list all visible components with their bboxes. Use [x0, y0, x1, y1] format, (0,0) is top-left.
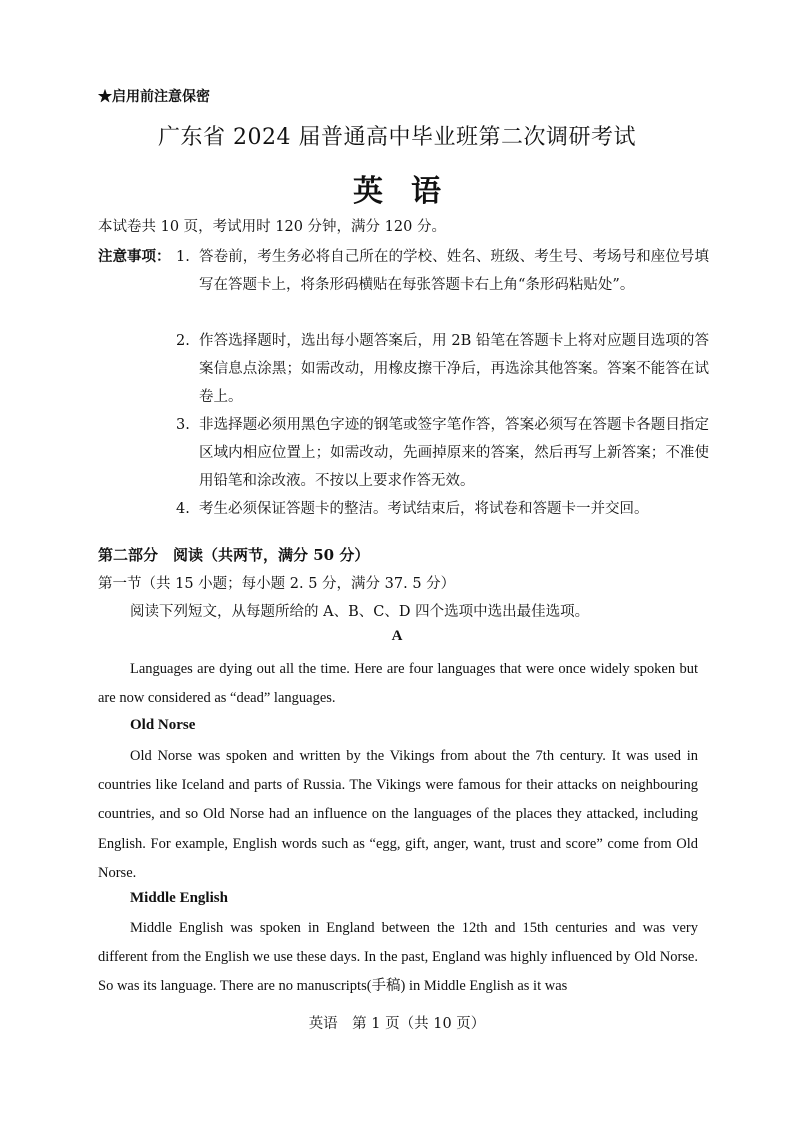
section-text-old-norse: Old Norse was spoken and written by the Vikings from about the 7th century. It was used in countries like Iceland and parts of Russia. The Vikings were famous for their attacks on neighbouring countries, and so Old Norse had an influence on the languages of the places they attacked, including English. For example, English words such as “egg, gift, anger, want, trust and score” come from Old Norse. — [98, 748, 698, 881]
section-text-middle-english: Middle English was spoken in England between the 12th and 15th centuries and was very different from the English we use these days. In the past, England was highly influenced by Old Norse. So was its language. There are no manuscripts(手稿) in Middle English as it was — [98, 920, 698, 995]
passage-intro: Languages are dying out all the time. Here are four languages that were once widely spoken but are now considered as “dead” languages. — [98, 661, 698, 707]
note-number: 1. — [176, 249, 190, 265]
note-text: 作答选择题时，选出每小题答案后，用 2B 铅笔在答题卡上将对应题目选项的答案信息点涂黑；如需改动，用橡皮擦干净后，再选涂其他答案。答案不能答在试卷上。 — [199, 333, 709, 405]
subject-title: 英语 — [353, 174, 469, 209]
note-number: 4. — [176, 501, 190, 517]
note-number: 3. — [176, 417, 190, 433]
note-text: 考生必须保证答题卡的整洁。考试结束后，将试卷和答题卡一并交回。 — [199, 501, 649, 517]
note-text: 答卷前，考生务必将自己所在的学校、姓名、班级、考生号、考场号和座位号填写在答题卡上，将条形码横贴在每张答题卡右上角“条形码粘贴处”。 — [199, 249, 709, 293]
part-heading: 第二部分 阅读（共两节，满分 50 分） — [98, 546, 370, 564]
exam-title: 广东省 2024 届普通高中毕业班第二次调研考试 — [158, 125, 636, 150]
note-text: 非选择题必须用黑色字迹的钢笔或签字笔作答，答案必须写在答题卡各题目指定区域内相应位置上；如需改动，先画掉原来的答案，然后再写上新答案；不准使用铅笔和涂改液。不按以上要求作答无效。 — [199, 417, 709, 489]
section-heading-middle-english: Middle English — [130, 890, 228, 906]
section-heading-old-norse: Old Norse — [130, 717, 196, 733]
reading-instruction: 阅读下列短文，从每题所给的 A、B、C、D 四个选项中选出最佳选项。 — [130, 604, 590, 620]
note-number: 2. — [176, 333, 190, 349]
section-heading: 第一节（共 15 小题；每小题 2. 5 分，满分 37. 5 分） — [98, 576, 456, 592]
page-footer: 英语 第 1 页（共 10 页） — [308, 1016, 486, 1032]
passage-label: A — [391, 628, 403, 644]
confidential-notice: ★启用前注意保密 — [98, 89, 210, 105]
notes-label: 注意事项： — [98, 248, 171, 265]
exam-intro: 本试卷共 10 页，考试用时 120 分钟，满分 120 分。 — [98, 219, 446, 235]
